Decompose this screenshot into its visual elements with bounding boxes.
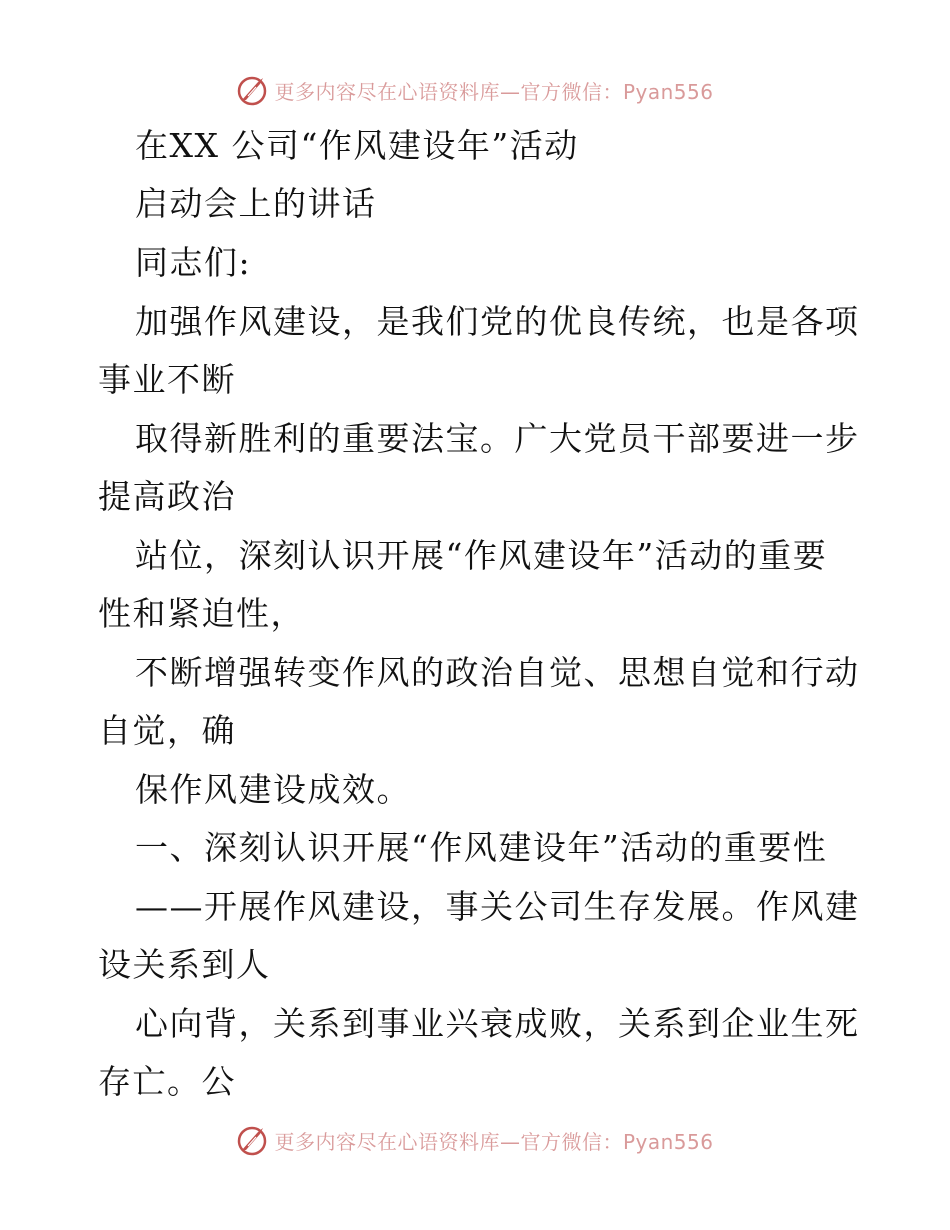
title-line-1: 在XX 公司“作风建设年”活动 [135, 126, 579, 165]
paragraph-line: 存亡。公 [98, 1062, 236, 1101]
paragraph-line: 性和紧迫性， [98, 594, 305, 633]
watermark-header [0, 70, 950, 110]
paragraph-line: 自觉，确 [98, 711, 236, 750]
watermark-text: 更多内容尽在心语资料库—官方微信：Pyan556 [274, 79, 714, 104]
watermark-text: 更多内容尽在心语资料库—官方微信：Pyan556 [274, 1129, 714, 1154]
feather-pen-logo-icon [236, 1124, 268, 1156]
paragraph-line: ——开展作风建设，事关公司生存发展。作风建 [135, 887, 860, 926]
feather-pen-logo-icon [236, 74, 268, 106]
watermark-footer [0, 1120, 950, 1160]
paragraph-line: 设关系到人 [98, 945, 271, 984]
paragraph-line: 心向背，关系到事业兴衰成败，关系到企业生死 [135, 1004, 860, 1043]
paragraph-line: 提高政治 [98, 477, 236, 516]
title-line-2: 启动会上的讲话 [135, 184, 377, 223]
salutation: 同志们: [135, 243, 252, 282]
paragraph-line: 事业不断 [98, 360, 236, 399]
paragraph-line: 站位，深刻认识开展“作风建设年”活动的重要 [135, 536, 828, 575]
paragraph-line: 取得新胜利的重要法宝。广大党员干部要进一步 [135, 419, 860, 458]
paragraph-line: 加强作风建设，是我们党的优良传统，也是各项 [135, 302, 860, 341]
paragraph-line: 不断增强转变作风的政治自觉、思想自觉和行动 [135, 653, 860, 692]
paragraph-line: 保作风建设成效。 [135, 770, 411, 809]
section-heading: 一、深刻认识开展“作风建设年”活动的重要性 [135, 828, 828, 867]
